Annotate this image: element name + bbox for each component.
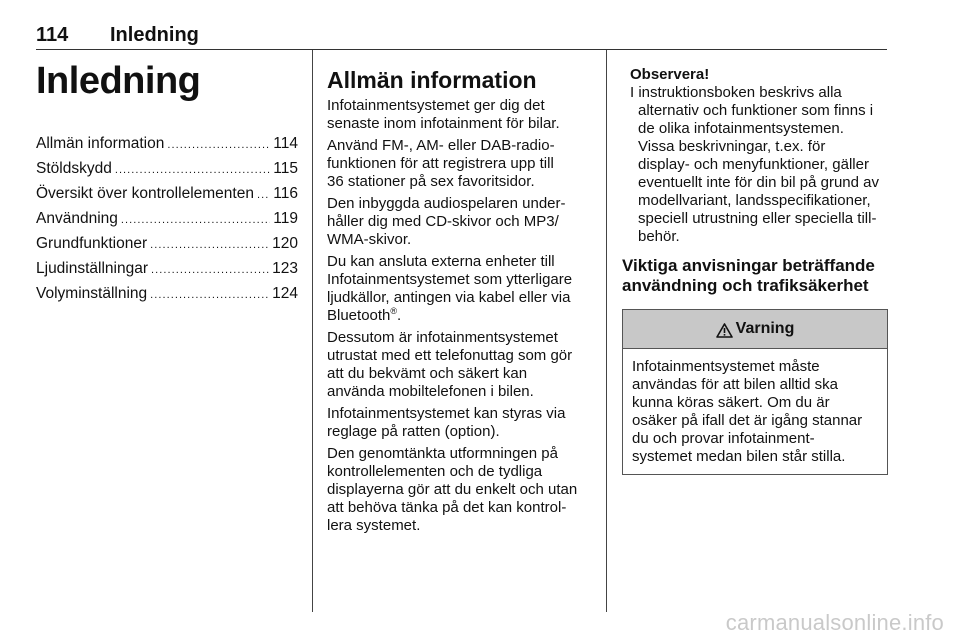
toc-page: 114 bbox=[273, 135, 298, 152]
toc-entry[interactable] bbox=[36, 182, 298, 207]
note-heading: Observera! bbox=[630, 66, 710, 83]
page-number: 114 bbox=[36, 24, 69, 46]
toc-page: 119 bbox=[273, 210, 298, 227]
warning-triangle-icon bbox=[716, 323, 733, 338]
note-column bbox=[622, 66, 888, 475]
note-text: I instruktionsboken beskrivs alla alternativ och funktioner som finns i de olika infotainmentsystemen. Vissa beskrivningar, t.ex. för display- och menyfunktioner, gäller eventuellt inte för din bil på grund av modellvariant, landsspecifikationer, speciell utrustning eller speciella till- behör. bbox=[630, 84, 879, 245]
paragraph: Den inbyggda audiospelaren under- håller dig med CD-skivor och MP3/ WMA-skivor. bbox=[327, 195, 566, 248]
toc-entry[interactable] bbox=[36, 132, 298, 157]
watermark: carmanualsonline.info bbox=[725, 610, 944, 635]
paragraph: Infotainmentsystemet ger dig det senaste inom infotainment för bilar. bbox=[327, 97, 560, 132]
toc-entry[interactable] bbox=[36, 282, 298, 307]
table-of-contents bbox=[36, 132, 298, 307]
warning-header bbox=[623, 310, 887, 349]
toc-page: 123 bbox=[272, 260, 298, 277]
header-divider bbox=[36, 49, 887, 50]
safety-heading: Viktiga anvisningar beträffande användning och trafiksäkerhet bbox=[622, 256, 875, 295]
toc-leader bbox=[150, 283, 269, 307]
toc-entry[interactable] bbox=[36, 207, 298, 232]
toc-entry[interactable] bbox=[36, 257, 298, 282]
toc-page: 116 bbox=[273, 185, 298, 202]
toc-entry[interactable] bbox=[36, 157, 298, 182]
paragraph: Den genomtänkta utformningen på kontrollelementen och de tydliga displayerna gör att du enkelt och utan att behöva tänka på det kan kontrol- lera systemet. bbox=[327, 445, 578, 534]
general-info-column bbox=[327, 66, 593, 539]
warning-label: Varning bbox=[735, 320, 795, 337]
toc-label: Volyminställning bbox=[36, 285, 148, 302]
toc-leader bbox=[167, 133, 270, 157]
toc-label: Ljudinställningar bbox=[36, 260, 149, 277]
paragraph: Dessutom är infotainmentsystemet utrustat med ett telefonuttag som gör att du bekvämt och säkert kan använda mobiltelefonen i bilen. bbox=[327, 329, 573, 400]
section-title: Allmän information bbox=[327, 67, 537, 93]
toc-leader bbox=[150, 233, 269, 257]
toc-label: Grundfunktioner bbox=[36, 235, 148, 252]
toc-label: Allmän information bbox=[36, 135, 165, 152]
warning-text: Infotainmentsystemet måste användas för att bilen alltid ska kunna köras säkert. Om du är osäker på ifall det är igång stannar du och provar infotainment- systemet medan bilen står stilla. bbox=[632, 358, 863, 465]
toc-page: 120 bbox=[272, 235, 298, 252]
toc-label: Översikt över kontrollelementen bbox=[36, 185, 254, 202]
chapter-title: Inledning bbox=[36, 60, 201, 102]
chapter-column bbox=[36, 58, 298, 307]
toc-label: Stöldskydd bbox=[36, 160, 112, 177]
paragraph: Du kan ansluta externa enheter till Infotainmentsystemet som ytterligare ljudkällor, antingen via kabel eller via Bluetooth®. bbox=[327, 253, 573, 324]
column-divider-1 bbox=[312, 50, 313, 612]
toc-label: Användning bbox=[36, 210, 118, 227]
toc-leader bbox=[115, 158, 270, 182]
paragraph: Använd FM-, AM- eller DAB-radio- funktionen för att registrera upp till 36 stationer på sex favoritsidor. bbox=[327, 137, 555, 190]
paragraph: Infotainmentsystemet kan styras via reglage på ratten (option). bbox=[327, 405, 566, 440]
note-block bbox=[630, 66, 888, 246]
column-divider-2 bbox=[606, 50, 607, 612]
toc-leader bbox=[121, 208, 270, 232]
running-title: Inledning bbox=[110, 24, 199, 46]
warning-box bbox=[622, 309, 888, 475]
toc-entry[interactable] bbox=[36, 232, 298, 257]
toc-page: 124 bbox=[272, 285, 298, 302]
toc-page: 115 bbox=[273, 160, 298, 177]
registered-mark: ® bbox=[390, 306, 398, 316]
toc-leader bbox=[151, 258, 269, 282]
toc-leader bbox=[257, 183, 270, 207]
